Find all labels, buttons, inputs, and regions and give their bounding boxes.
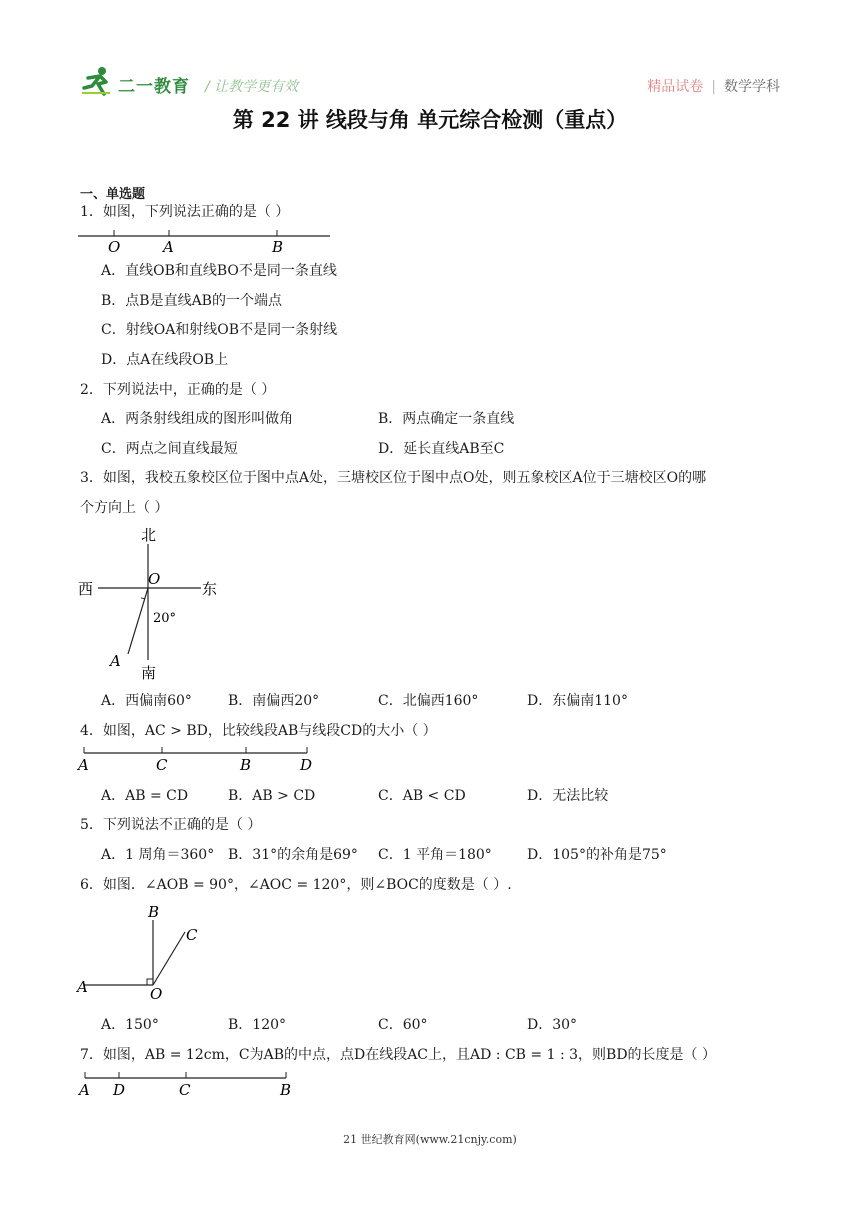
q7-label-c: C xyxy=(179,1081,191,1099)
q3-label-o: O xyxy=(148,570,161,588)
q5-option-c[interactable]: C．1 平角＝180° xyxy=(378,847,492,863)
q7-label-a: A xyxy=(79,1081,90,1099)
q2-option-d[interactable]: D．延长直线AB至C xyxy=(378,441,505,457)
q6-label-c: C xyxy=(186,926,198,944)
q1-label-a: A xyxy=(163,238,174,256)
question-5-stem: 5．下列说法不正确的是（ ） xyxy=(80,817,262,833)
question-7-stem: 7．如图，AB = 12cm，C为AB的中点，点D在线段AC上，且AD : CB = 1 : 3，则BD的长度是（ ） xyxy=(80,1047,717,1063)
q7-label-d: D xyxy=(113,1081,126,1099)
tag-subject: 数学学科 xyxy=(724,79,780,95)
tag-premium: 精品试卷 xyxy=(647,79,704,95)
slogan: / 让教学更有效 xyxy=(205,79,299,95)
q4-option-a[interactable]: A．AB = CD xyxy=(101,788,189,804)
q4-option-d[interactable]: D．无法比较 xyxy=(527,788,609,804)
q3-ray-oa xyxy=(128,588,148,654)
q4-figure xyxy=(76,746,326,776)
q6-option-c[interactable]: C．60° xyxy=(378,1017,428,1033)
q3-option-a[interactable]: A．西偏南60° xyxy=(101,693,192,709)
q6-label-o: O xyxy=(150,985,163,1002)
question-3-stem-cont: 个方向上（ ） xyxy=(80,500,169,516)
q1-option-d[interactable]: D．点A在线段OB上 xyxy=(101,352,229,368)
q7-figure xyxy=(76,1071,306,1101)
q3-label-east: 东 xyxy=(202,580,218,598)
q1-option-a[interactable]: A．直线OB和直线BO不是同一条直线 xyxy=(101,263,337,279)
q3-label-west: 西 xyxy=(78,580,94,598)
question-4-stem: 4．如图，AC > BD，比较线段AB与线段CD的大小（ ） xyxy=(80,723,437,739)
section-heading: 一、单选题 xyxy=(80,187,146,202)
q4-label-c: C xyxy=(156,756,168,774)
q4-option-c[interactable]: C．AB < CD xyxy=(378,788,466,804)
q2-option-a[interactable]: A．两条射线组成的图形叫做角 xyxy=(101,411,294,427)
q3-compass-figure xyxy=(76,524,226,684)
q4-label-b: B xyxy=(240,756,252,774)
q6-angle-figure xyxy=(76,900,216,1002)
logo-text: 二一教育 xyxy=(118,77,190,97)
q4-option-b[interactable]: B．AB > CD xyxy=(228,788,316,804)
q1-option-b[interactable]: B．点B是直线AB的一个端点 xyxy=(101,293,282,309)
q5-option-d[interactable]: D．105°的补角是75° xyxy=(527,847,667,863)
question-1-stem: 1．如图，下列说法正确的是（ ） xyxy=(80,204,290,220)
q6-option-d[interactable]: D．30° xyxy=(527,1017,578,1033)
q6-option-a[interactable]: A．150° xyxy=(101,1017,159,1033)
question-2-stem: 2．下列说法中，正确的是（ ） xyxy=(80,382,276,398)
q1-figure xyxy=(76,228,336,256)
tag-separator: | xyxy=(711,79,716,95)
q5-option-b[interactable]: B．31°的余角是69° xyxy=(228,847,358,863)
q5-option-a[interactable]: A．1 周角＝360° xyxy=(101,847,215,863)
q7-label-b: B xyxy=(280,1081,292,1099)
q3-label-north: 北 xyxy=(141,526,157,544)
q1-label-b: B xyxy=(272,238,284,256)
q1-option-c[interactable]: C．射线OA和射线OB不是同一条射线 xyxy=(101,322,338,338)
q6-option-b[interactable]: B．120° xyxy=(228,1017,287,1033)
q3-option-b[interactable]: B．南偏西20° xyxy=(228,693,320,709)
page-footer: 21 世纪教育网(www.21cnjy.com) xyxy=(343,1133,517,1146)
page-title: 第 22 讲 线段与角 单元综合检测（重点） xyxy=(232,108,628,132)
q3-option-d[interactable]: D．东偏南110° xyxy=(527,693,628,709)
q6-label-a: A xyxy=(77,978,88,996)
header-tags xyxy=(647,76,780,96)
q1-label-o: O xyxy=(108,238,121,256)
question-3-stem: 3．如图，我校五象校区位于图中点A处，三塘校区位于图中点O处，则五象校区A位于三塘校区O的哪 xyxy=(80,470,707,486)
q3-option-c[interactable]: C．北偏西160° xyxy=(378,693,479,709)
q4-label-a: A xyxy=(78,756,89,774)
q2-option-c[interactable]: C．两点之间直线最短 xyxy=(101,441,238,457)
q4-label-d: D xyxy=(300,756,313,774)
runner-logo-icon xyxy=(80,66,116,96)
q3-label-a: A xyxy=(110,652,121,670)
q6-label-b: B xyxy=(148,903,160,921)
q6-ray-oc xyxy=(153,932,185,985)
q3-label-angle: 20° xyxy=(153,611,177,626)
q2-option-b[interactable]: B．两点确定一条直线 xyxy=(378,411,515,427)
q3-label-south: 南 xyxy=(141,664,157,682)
question-6-stem: 6．如图．∠AOB = 90°，∠AOC = 120°，则∠BOC的度数是（ ）. xyxy=(80,877,512,893)
